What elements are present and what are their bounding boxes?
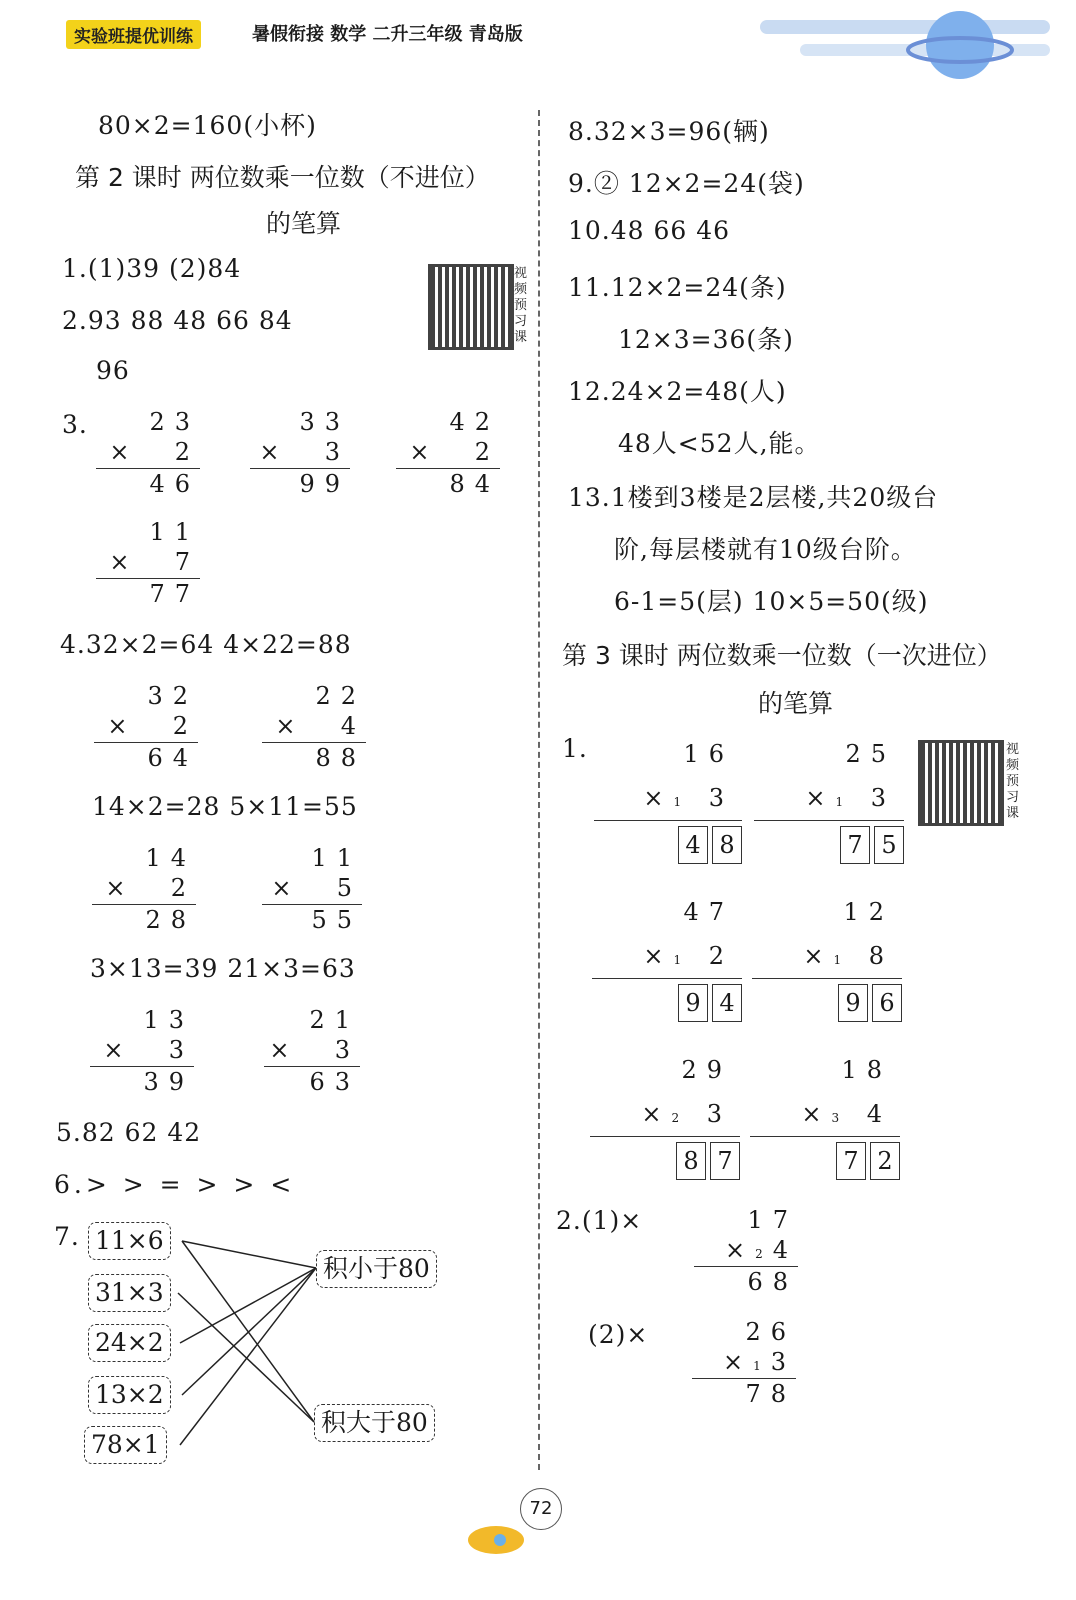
r11: 11.12×2=24(条) [568,273,787,302]
vertical-calc: 21 × 3 63 [264,1006,360,1096]
qr-code-icon [918,740,1004,826]
expr-box: 78×1 [84,1426,167,1464]
submarine-icon [456,1500,526,1560]
lesson2-title-cont: 的笔算 [266,209,342,238]
expr-box: 13×2 [88,1376,171,1414]
r13: 13.1楼到3楼是2层楼,共20级台 [568,483,939,512]
vertical-calc: 11 × 5 55 [262,844,362,934]
lesson2-title: 第 2 课时 两位数乘一位数（不进位） [75,163,490,192]
vertical-calc: 17 ×24 68 [694,1206,798,1296]
r13-cont: 阶,每层楼就有10级台阶。 [614,535,917,564]
r9: 9.② 12×2=24(袋) [568,169,805,198]
vertical-calc: 22 × 4 88 [262,682,366,772]
vertical-calc: 14 × 2 28 [92,844,196,934]
r13-calc: 6-1=5(层) 10×5=50(级) [614,587,929,616]
vertical-calc: 32 × 2 64 [94,682,198,772]
r2-1: 2.(1)× [556,1206,643,1235]
q6: 6.> > = > > < [54,1170,296,1199]
vertical-calc: 42 × 2 84 [396,408,500,498]
target-box: 积大于80 [314,1404,435,1442]
header-planet-decoration-icon [760,0,1050,90]
line-l0: 80×2=160(小杯) [98,111,317,140]
r10: 10.48 66 46 [568,216,731,245]
q7: 7. [54,1222,80,1251]
lesson3-title: 第 3 课时 两位数乘一位数（一次进位） [562,641,1002,670]
q2: 2.93 88 48 66 84 [62,306,293,335]
q5: 5.82 62 42 [56,1118,202,1147]
column-divider [538,110,540,1470]
lesson3-title-cont: 的笔算 [758,689,834,718]
page-number: 72 [520,1488,562,1530]
q4-row2: 14×2=28 5×11=55 [92,792,358,821]
q2-cont: 96 [96,356,130,385]
q4-row3: 3×13=39 21×3=63 [90,954,356,983]
expr-box: 31×3 [88,1274,171,1312]
vertical-calc: 23 × 2 46 [96,408,200,498]
q4: 4.32×2=64 4×22=88 [60,630,352,659]
r11-cont: 12×3=36(条) [618,325,794,354]
target-box: 积小于80 [316,1250,437,1288]
book-info: 暑假衔接 数学 二升三年级 青岛版 [252,24,523,45]
vertical-calc: 47 ×1 2 9 4 [592,898,742,1028]
qr-label: 视频预习课 [514,266,528,345]
q1: 1.(1)39 (2)84 [62,254,242,283]
vertical-calc: 33 × 3 99 [250,408,350,498]
r2-2: (2)× [588,1320,649,1349]
matching-lines [0,0,540,1500]
r8: 8.32×3=96(辆) [568,117,770,146]
vertical-calc: 25 ×1 3 7 5 [754,740,904,870]
vertical-calc: 18 ×3 4 7 2 [750,1056,900,1186]
qr-label: 视频预习课 [1006,742,1020,821]
r1: 1. [562,734,588,763]
vertical-calc: 11 × 7 77 [96,518,200,608]
q3: 3. [62,410,88,439]
vertical-calc: 16 ×1 3 4 8 [594,740,742,870]
expr-box: 11×6 [88,1222,171,1260]
expr-box: 24×2 [88,1324,171,1362]
r12: 12.24×2=48(人) [568,377,787,406]
r12-cont: 48人<52人,能。 [618,429,821,458]
vertical-calc: 29 ×2 3 8 7 [590,1056,740,1186]
vertical-calc: 13 × 3 39 [90,1006,194,1096]
vertical-calc: 12 ×1 8 9 6 [752,898,902,1028]
vertical-calc: 26 ×13 78 [692,1318,796,1408]
book-series-title: 实验班提优训练 [66,20,201,49]
